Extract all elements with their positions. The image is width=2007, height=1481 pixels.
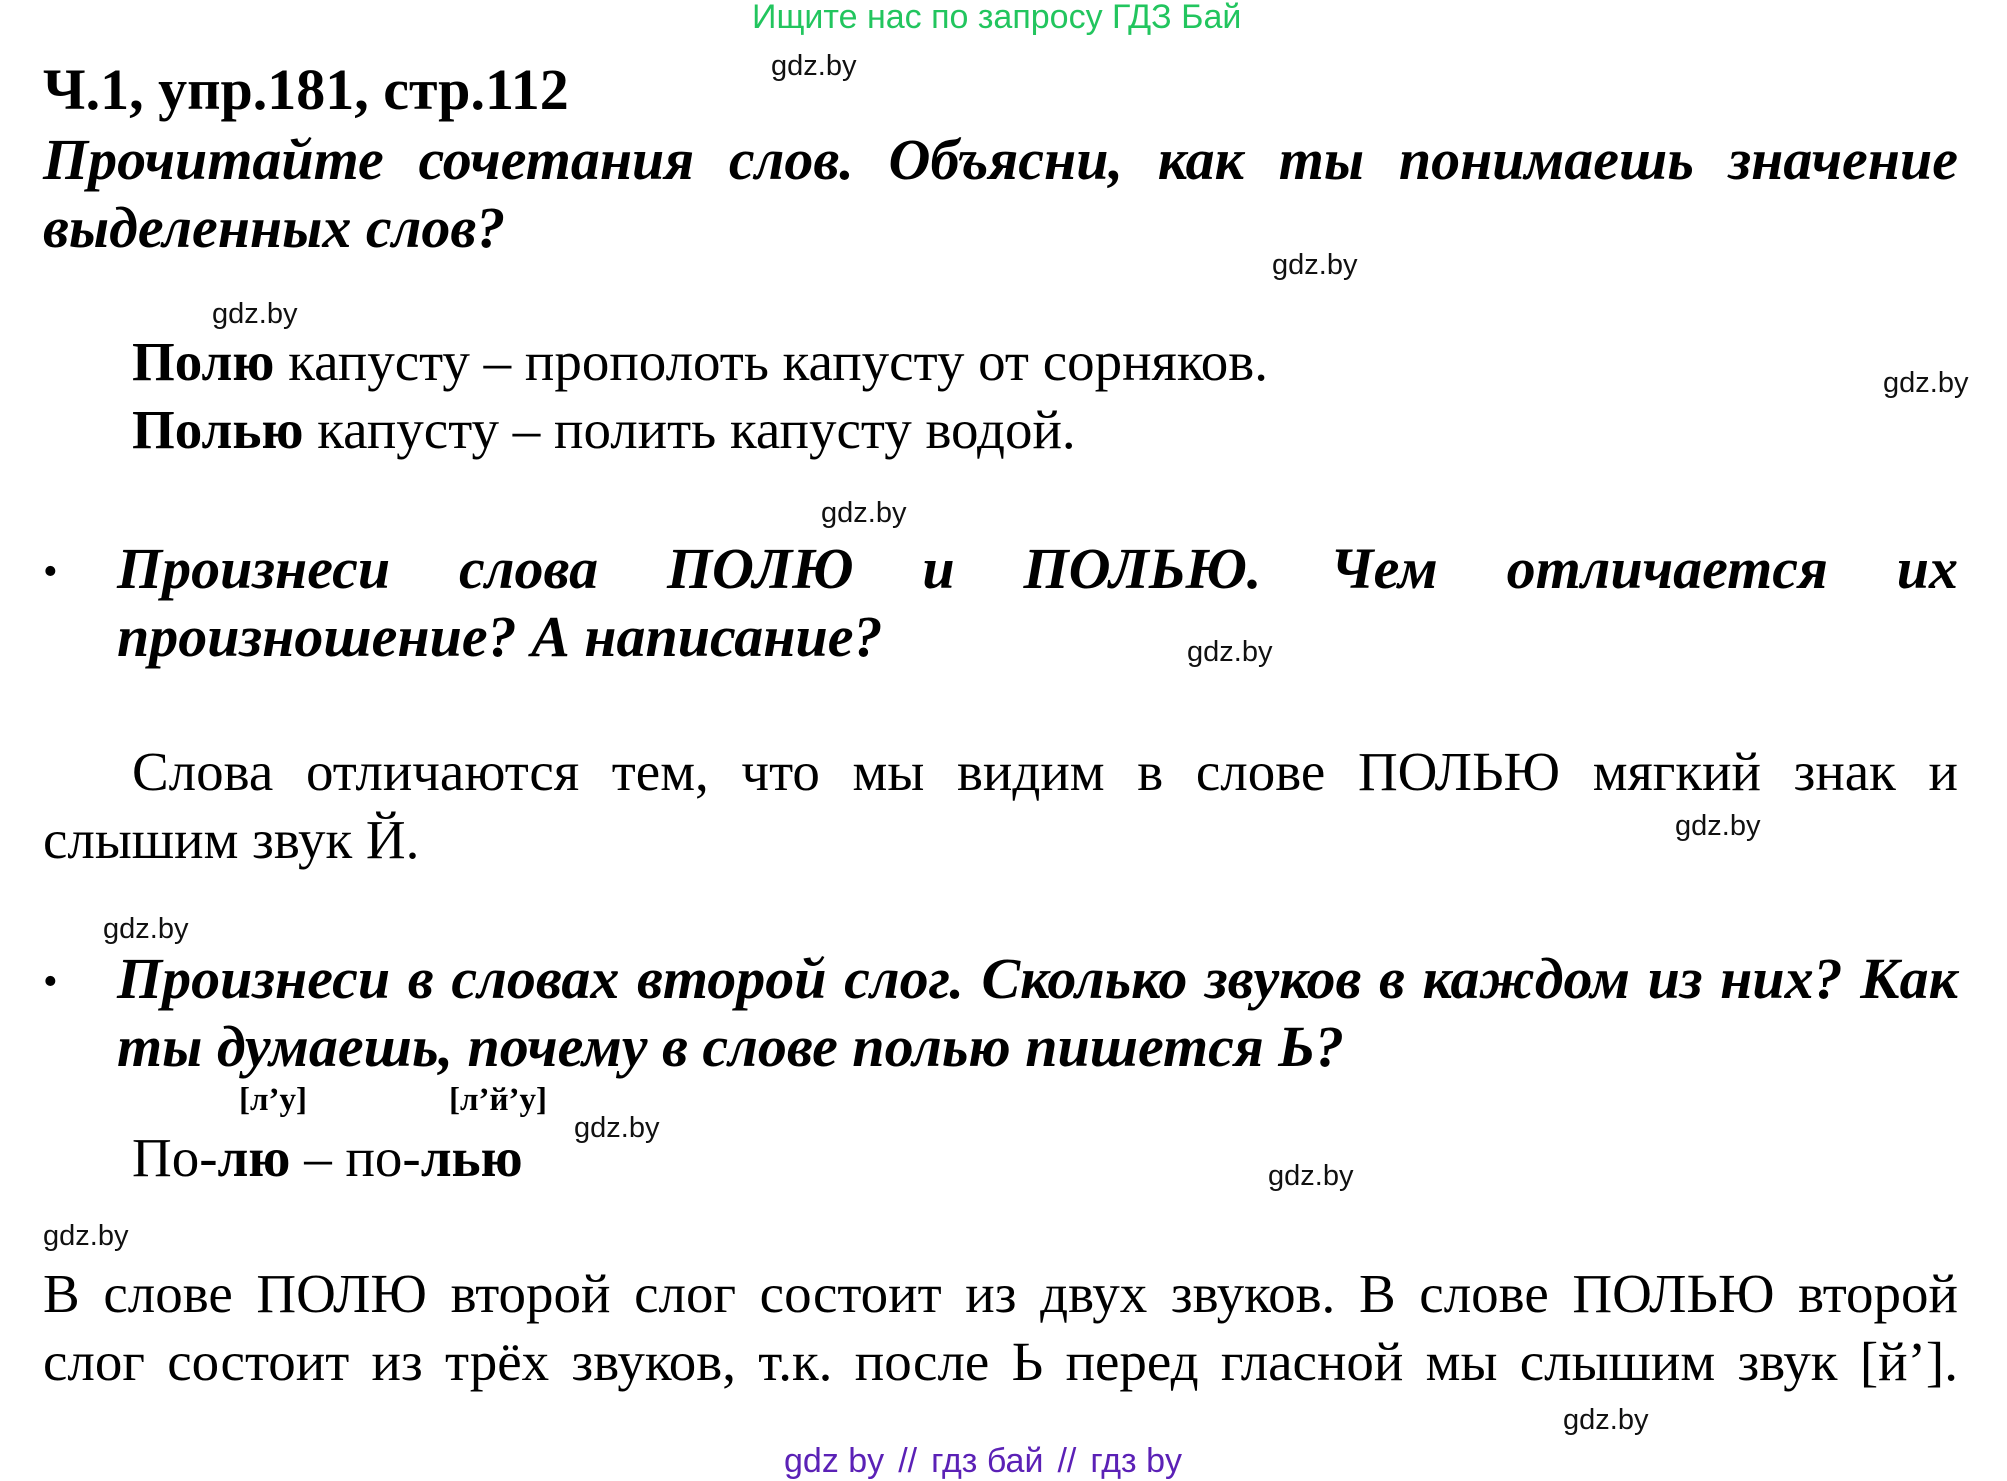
example-line-2 (132, 398, 1076, 461)
watermark: gdz.by (1187, 636, 1273, 668)
footer-links (784, 1442, 1182, 1481)
syllable-dash: – (290, 1127, 346, 1188)
watermark: gdz.by (212, 298, 298, 330)
transcription: [л’у] (239, 1082, 307, 1118)
highlighted-word: Полю (132, 331, 275, 392)
example-text: капусту – прополоть капусту от сорняков. (274, 331, 1268, 392)
bullet: • (43, 959, 58, 1005)
task-1-line-2: выделенных слов? (43, 195, 506, 260)
watermark: gdz.by (1883, 367, 1969, 399)
watermark: gdz.by (1272, 249, 1358, 281)
task-2-line-2: произношение? А написание? (117, 604, 883, 669)
syllable-line (132, 1126, 523, 1189)
watermark: gdz.by (574, 1112, 660, 1144)
page-title: Ч.1, упр.181, стр.112 (43, 57, 569, 122)
syllable-bold: лю (217, 1127, 291, 1188)
syllable-text: по- (345, 1127, 421, 1188)
watermark: gdz.by (821, 497, 907, 529)
footer-link[interactable]: гдз бай (931, 1442, 1044, 1480)
bullet: • (43, 549, 58, 595)
watermark: gdz.by (1563, 1404, 1649, 1436)
watermark: gdz.by (1675, 810, 1761, 842)
footer-link[interactable]: гдз by (1090, 1442, 1183, 1480)
footer-link[interactable]: gdz by (784, 1442, 885, 1480)
footer-separator: // (898, 1442, 918, 1480)
answer-2-line-2: слог состоит из трёх звуков, т.к. после Ь перед гласной мы слышим звук [й’]. (43, 1331, 1958, 1392)
task-3-line-2: ты думаешь, почему в слове полью пишется Ь? (117, 1014, 1345, 1079)
syllable-bold: лью (420, 1127, 523, 1188)
transcription: [л’й’у] (449, 1082, 547, 1118)
watermark: gdz.by (1268, 1160, 1354, 1192)
answer-2-line-1: В слове ПОЛЮ второй слог состоит из двух звуков. В слове ПОЛЬЮ второй (43, 1263, 1958, 1324)
answer-1-line-1: Слова отличаются тем, что мы видим в слове ПОЛЬЮ мягкий знак и (132, 741, 1958, 802)
example-line-1 (132, 330, 1268, 393)
task-1-line-1: Прочитайте сочетания слов. Объясни, как ты понимаешь значение (43, 127, 1958, 192)
watermark: gdz.by (103, 913, 189, 945)
watermark: gdz.by (43, 1220, 129, 1252)
watermark: gdz.by (771, 50, 857, 82)
syllable-text: По- (132, 1127, 218, 1188)
top-banner[interactable]: Ищите нас по запросу ГДЗ Бай (752, 0, 1242, 36)
answer-1-line-2: слышим звук Й. (43, 809, 420, 870)
highlighted-word: Полью (132, 399, 304, 460)
example-text: капусту – полить капусту водой. (303, 399, 1076, 460)
footer-separator: // (1057, 1442, 1077, 1480)
task-3-line-1: Произнеси в словах второй слог. Сколько звуков в каждом из них? Как (117, 946, 1958, 1011)
task-2-line-1: Произнеси слова ПОЛЮ и ПОЛЬЮ. Чем отличается их (117, 536, 1958, 601)
